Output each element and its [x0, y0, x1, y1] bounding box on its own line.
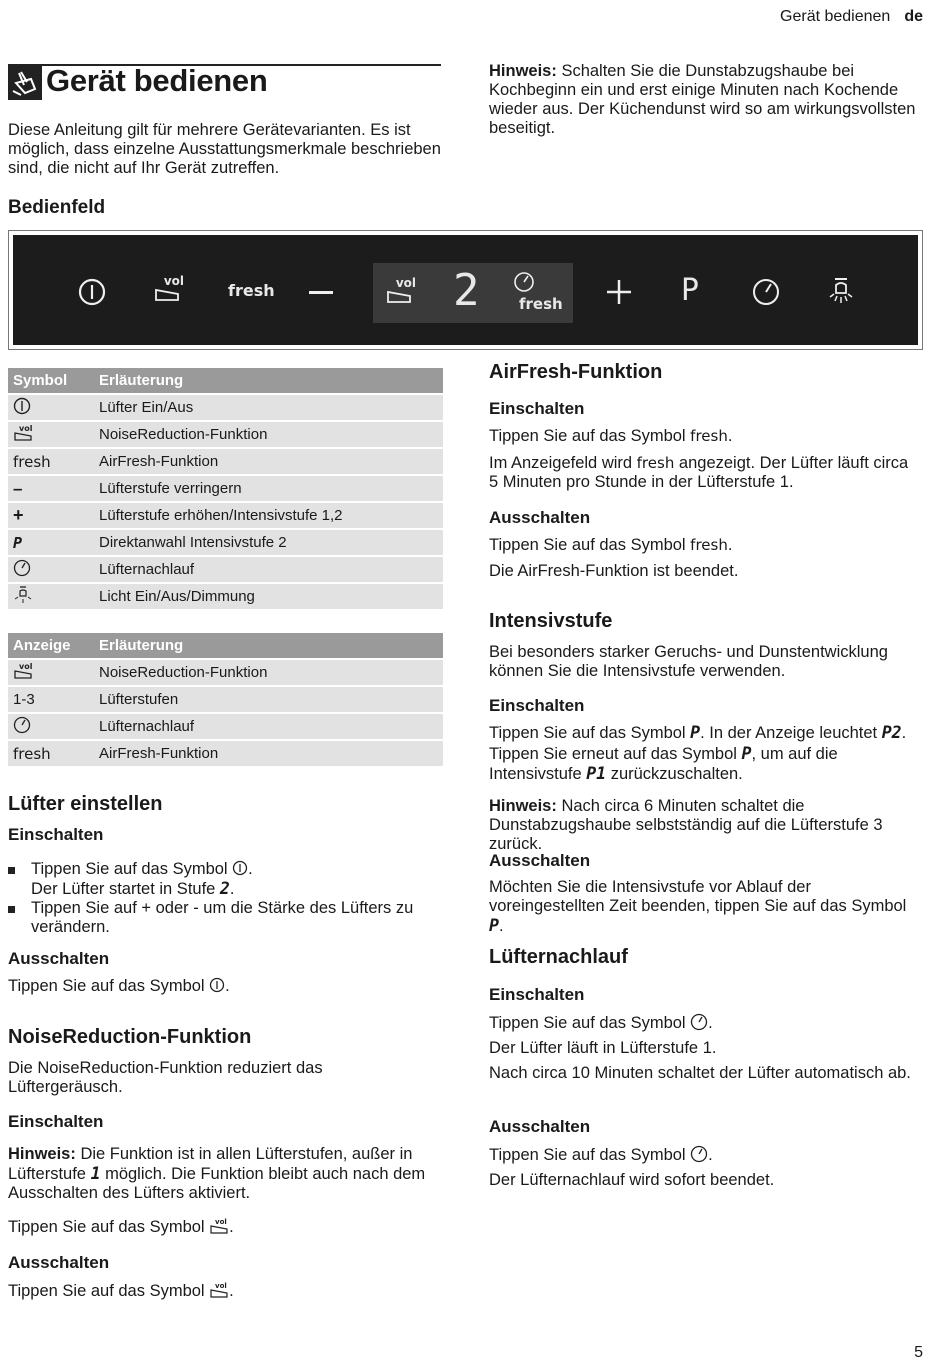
display-vol-label: vol [395, 276, 416, 290]
row-text: Direktanwahl Intensivstufe 2 [99, 529, 443, 556]
luefter-heading: Lüfter einstellen [8, 793, 163, 815]
p-symbol: P [690, 723, 701, 742]
hint-text: möglich. Die Funktion bleibt auch nach dem Ausschalten des Lüfters aktiviert. [8, 1165, 426, 1202]
display-vol [386, 277, 416, 308]
panel-minus-button[interactable] [309, 291, 333, 294]
col-symbol: Symbol [8, 368, 99, 394]
noise-ein-text [8, 1217, 234, 1237]
power-icon [232, 860, 248, 876]
level-digit: 2 [219, 879, 230, 898]
noise-aus-text [8, 1281, 234, 1301]
display-fresh: fresh [519, 295, 563, 313]
text: Tippen Sie auf das Symbol [489, 1146, 691, 1164]
fresh-word: fresh [690, 427, 728, 445]
table-row [8, 583, 443, 610]
noise-desc: Die NoiseReduction-Funktion reduziert das Lüftergeräusch. [8, 1059, 323, 1096]
row-text: Licht Ein/Aus/Dimmung [99, 583, 443, 610]
power-icon [209, 977, 225, 993]
row-text: Lüfterstufen [99, 686, 443, 713]
plus-symbol: + [8, 502, 99, 529]
page-number: 5 [914, 1344, 923, 1361]
airfresh-ein-heading: Einschalten [489, 399, 585, 418]
table-row [8, 475, 443, 502]
running-header [780, 8, 923, 26]
text: Tippen Sie auf das Symbol [489, 724, 691, 742]
panel-vol-button[interactable] [154, 275, 184, 306]
airfresh-t1 [489, 427, 732, 446]
col-explanation: Erläuterung [99, 633, 443, 659]
table-row [8, 556, 443, 583]
text: . In der Anzeige leuchtet [700, 724, 882, 742]
row-text: NoiseReduction-Funktion [99, 659, 443, 686]
noise-heading: NoiseReduction-Funktion [8, 1026, 252, 1048]
row-text: Lüfternachlauf [99, 556, 443, 583]
nachlauf-t3: Nach circa 10 Minuten schaltet der Lüfter automatisch ab. [489, 1064, 911, 1082]
panel-light-icon[interactable] [826, 275, 856, 307]
intensiv-aus-heading: Ausschalten [489, 851, 591, 870]
table-row [8, 713, 443, 740]
display-digit: 2 [453, 265, 480, 316]
minus-symbol: – [8, 475, 99, 502]
panel-p-button[interactable]: P [681, 273, 700, 308]
table-row [8, 740, 443, 767]
airfresh-heading: AirFresh-Funktion [489, 361, 663, 383]
step-text-end: . [248, 860, 253, 878]
timer-icon [8, 556, 99, 583]
display-timer-icon [513, 271, 535, 293]
fresh-symbol: fresh [8, 448, 99, 475]
t2-text-end: angezeigt. Der Lüfter läuft circa 5 Minuten pro Stunde in der Lüfterstufe 1. [489, 454, 909, 491]
display-vol-ramp-icon [386, 290, 412, 304]
row-text: Lüfterstufe erhöhen/Intensivstufe 1,2 [99, 502, 443, 529]
hint-text: Nach circa 6 Minuten schaltet die Dunstabzugshaube selbstständig auf die Lüfterstufe 3 zurück. [489, 797, 883, 853]
header-section: Gerät bedienen [780, 8, 891, 25]
list-item: Tippen Sie auf + oder - um die Stärke des Lüfters zu verändern. [8, 899, 438, 937]
table-row [8, 421, 443, 448]
p2-symbol: P2 [881, 723, 902, 742]
text: Tippen Sie auf das Symbol [489, 1014, 691, 1032]
page-title: Gerät bedienen [46, 63, 268, 98]
panel-power-icon[interactable] [77, 277, 107, 307]
intensiv-aus-text [489, 878, 919, 936]
hint-label: Hinweis: [489, 797, 557, 815]
noise-ein-heading: Einschalten [8, 1112, 104, 1131]
svg-text:vol: vol [19, 423, 33, 433]
col-explanation: Erläuterung [99, 368, 443, 394]
aus-text: Tippen Sie auf das Symbol [8, 977, 210, 995]
table-header-row [8, 633, 443, 659]
fresh-word: fresh [690, 536, 728, 554]
aus-text-end: . [229, 1282, 234, 1300]
vol-icon [8, 659, 99, 686]
nachlauf-t1 [489, 1013, 713, 1033]
fresh-symbol: fresh [8, 740, 99, 767]
text-end: . [708, 1146, 713, 1164]
t2-text: Im Anzeigefeld wird [489, 454, 637, 472]
top-hint-text: Schalten Sie die Dunstabzugshaube bei Kochbeginn ein und erst einige Minuten nach Kochende wieder aus. Der Küchendunst wird so am wirkungsvollsten beseitigt. [489, 62, 916, 137]
intro-text: Diese Anleitung gilt für mehrere Gerätevarianten. Es ist möglich, dass einzelne Ausstattungsmerkmale beschrieben sind, die nicht auf Ihr Gerät zutreffen. [8, 121, 441, 177]
row-text: NoiseReduction-Funktion [99, 421, 443, 448]
table-row [8, 659, 443, 686]
aus-text: Tippen Sie auf das Symbol [8, 1282, 210, 1300]
luefter-aus-heading: Ausschalten [8, 949, 110, 968]
vol-ramp-icon [154, 288, 180, 302]
row-text: Lüfterstufe verringern [99, 475, 443, 502]
step-text: Tippen Sie auf das Symbol [31, 860, 233, 878]
row-text: Lüfternachlauf [99, 713, 443, 740]
t1-text: Tippen Sie auf das Symbol [489, 427, 691, 445]
intensiv-hint [489, 797, 919, 854]
hand-touch-icon [8, 66, 42, 100]
top-hint [489, 62, 921, 138]
table-row [8, 394, 443, 421]
luefter-aus-text [8, 977, 230, 996]
row-text: AirFresh-Funktion [99, 448, 443, 475]
luefter-steps [8, 860, 438, 937]
level-symbol: 1-3 [8, 686, 99, 713]
fresh-word: fresh [636, 454, 675, 472]
timer-icon [690, 1145, 708, 1163]
airfresh-t2 [489, 454, 919, 492]
col-display: Anzeige [8, 633, 99, 659]
nachlauf-ein-heading: Einschalten [489, 985, 585, 1004]
nachlauf-aus-heading: Ausschalten [489, 1117, 591, 1136]
nachlauf-t4 [489, 1145, 713, 1165]
text: . Tippen Sie erneut auf das Symbol [489, 724, 907, 763]
p-symbol: P [489, 916, 499, 935]
text: Möchten Sie die Intensivstufe vor Ablauf der voreingestellten Zeit beenden, tippen Sie auf das Symbol [489, 878, 907, 915]
aus-text-end: . [225, 977, 230, 995]
noise-aus-heading: Ausschalten [8, 1253, 110, 1272]
table-row [8, 502, 443, 529]
power-icon [8, 394, 99, 421]
svg-text:vol: vol [215, 1218, 227, 1226]
list-item [8, 860, 438, 899]
text: zurückzuschalten. [606, 765, 743, 783]
table-row [8, 448, 443, 475]
nachlauf-heading: Lüfternachlauf [489, 946, 628, 968]
hint-text: Die Funktion ist in allen Lüfterstufen, außer in Lüfterstufe [8, 1145, 413, 1183]
display-table [8, 633, 443, 768]
hint-label: Hinweis: [8, 1145, 76, 1163]
panel-vol-label: vol [163, 274, 184, 288]
bedienfeld-heading: Bedienfeld [8, 197, 106, 218]
t3-text-end: . [727, 536, 733, 554]
p1-symbol: P1 [586, 764, 607, 783]
ein-text-end: . [229, 1218, 234, 1236]
top-hint-label: Hinweis: [489, 62, 557, 80]
row-text: Lüfter Ein/Aus [99, 394, 443, 421]
table-row [8, 686, 443, 713]
light-icon [8, 583, 99, 610]
t1-text-end: . [727, 427, 733, 445]
vol-icon [8, 421, 99, 448]
timer-icon [8, 713, 99, 740]
ein-text: Tippen Sie auf das Symbol [8, 1218, 210, 1236]
panel-fresh-button[interactable]: fresh [228, 281, 275, 300]
airfresh-t4: Die AirFresh-Funktion ist beendet. [489, 562, 739, 580]
row-text: AirFresh-Funktion [99, 740, 443, 767]
airfresh-aus-heading: Ausschalten [489, 508, 591, 527]
p-symbol: P [8, 529, 99, 556]
table-header-row [8, 368, 443, 394]
text-end: . [708, 1014, 713, 1032]
symbol-table [8, 368, 443, 611]
p-symbol: P [741, 743, 752, 763]
airfresh-t3 [489, 536, 732, 555]
panel-timer-icon[interactable] [751, 277, 781, 307]
intensiv-ein-heading: Einschalten [489, 696, 585, 715]
luefter-ein-heading: Einschalten [8, 825, 104, 844]
svg-text:vol: vol [215, 1282, 227, 1290]
text: , um auf die Intensivstufe [489, 744, 838, 783]
intensiv-ein-text [489, 723, 919, 785]
control-panel [8, 230, 923, 350]
table-row [8, 529, 443, 556]
svg-text:vol: vol [19, 661, 33, 671]
noise-hint [8, 1145, 440, 1203]
nachlauf-t2: Der Lüfter läuft in Lüfterstufe 1. [489, 1039, 717, 1057]
t3-text: Tippen Sie auf das Symbol [489, 536, 691, 554]
intensiv-desc: Bei besonders starker Geruchs- und Dunstentwicklung können Sie die Intensivstufe verwenden. [489, 643, 888, 680]
vol-icon [209, 1281, 229, 1299]
vol-icon [209, 1217, 229, 1235]
panel-plus-button[interactable] [606, 279, 632, 305]
timer-icon [690, 1013, 708, 1031]
level-digit: 1 [90, 1164, 101, 1183]
intensiv-heading: Intensivstufe [489, 610, 613, 632]
header-lang: de [904, 8, 923, 25]
step-text-end: . [229, 880, 235, 898]
nachlauf-t5: Der Lüfternachlauf wird sofort beendet. [489, 1171, 775, 1189]
step-text: Der Lüfter startet in Stufe [31, 880, 220, 898]
text: . [498, 917, 504, 935]
